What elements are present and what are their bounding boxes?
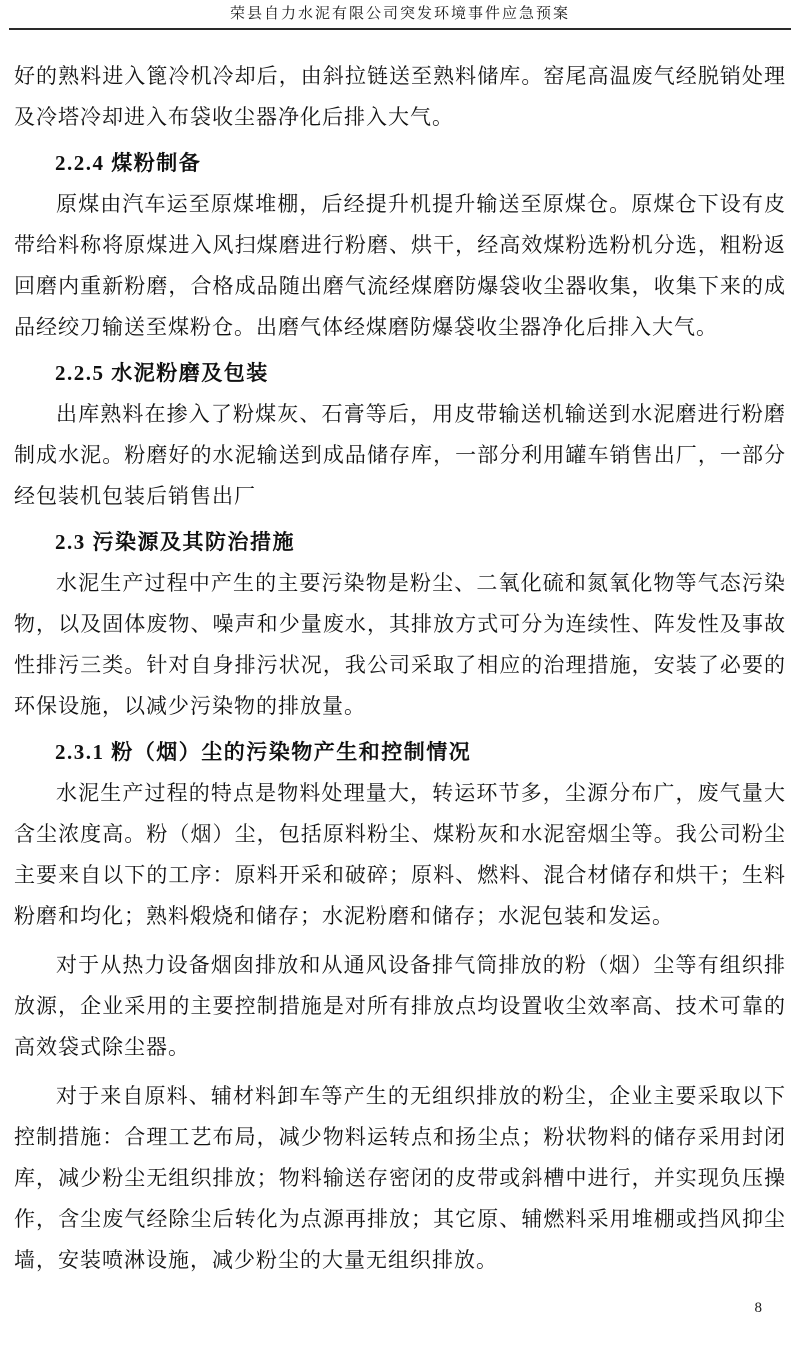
- paragraph: 原煤由汽车运至原煤堆棚，后经提升机提升输送至原煤仓。原煤仓下设有皮带给料称将原煤进入风扫煤磨进行粉磨、烘干，经高效煤粉选粉机分选，粗粉返回磨内重新粉磨，合格成品随出磨气流经煤磨防爆袋收尘器收集，收集下来的成品经绞刀输送至煤粉仓。出磨气体经煤磨防爆袋收尘器净化后排入大气。: [14, 192, 786, 339]
- document-body: [14, 30, 786, 1281]
- paragraph: 水泥生产过程的特点是物料处理量大，转运环节多，尘源分布广，废气量大含尘浓度高。粉（烟）尘，包括原料粉尘、煤粉灰和水泥窑烟尘等。我公司粉尘主要来自以下的工序：原料开采和破碎；原料、燃料、混合材储存和烘干；生料粉磨和均化；熟料煅烧和储存；水泥粉磨和储存；水泥包装和发运。: [14, 781, 786, 928]
- section-heading: 2.3 污染源及其防治措施: [55, 530, 295, 554]
- page-header: [0, 0, 800, 30]
- page-number: 8: [754, 1300, 762, 1316]
- paragraph: 出库熟料在掺入了粉煤灰、石膏等后，用皮带输送机输送到水泥磨进行粉磨制成水泥。粉磨好的水泥输送到成品储存库，一部分利用罐车销售出厂，一部分经包装机包装后销售出厂: [14, 402, 786, 508]
- paragraph: 对于来自原料、辅材料卸车等产生的无组织排放的粉尘，企业主要采取以下控制措施：合理工艺布局，减少物料运转点和扬尘点；粉状物料的储存采用封闭库，减少粉尘无组织排放；物料输送存密闭的皮带或斜槽中进行，并实现负压操作，含尘废气经除尘后转化为点源再排放；其它原、辅燃料采用堆棚或挡风抑尘墙，安装喷淋设施，减少粉尘的大量无组织排放。: [14, 1084, 786, 1272]
- paragraph: 水泥生产过程中产生的主要污染物是粉尘、二氧化硫和氮氧化物等气态污染物，以及固体废物、噪声和少量废水，其排放方式可分为连续性、阵发性及事故性排污三类。针对自身排污状况，我公司采取了相应的治理措施，安装了必要的环保设施，以减少污染物的排放量。: [14, 571, 786, 718]
- paragraph: 好的熟料进入篦冷机冷却后，由斜拉链送至熟料储库。窑尾高温废气经脱销处理及冷塔冷却进入布袋收尘器净化后排入大气。: [14, 64, 786, 129]
- page-footer: [755, 1300, 763, 1317]
- section-heading: 2.3.1 粉（烟）尘的污染物产生和控制情况: [55, 740, 472, 764]
- header-title: 荣县自力水泥有限公司突发环境事件应急预案: [229, 6, 570, 22]
- paragraph: 对于从热力设备烟囱排放和从通风设备排气筒排放的粉（烟）尘等有组织排放源，企业采用的主要控制措施是对所有排放点均设置收尘效率高、技术可靠的高效袋式除尘器。: [14, 953, 786, 1059]
- section-heading: 2.2.5 水泥粉磨及包装: [55, 361, 269, 385]
- section-heading: 2.2.4 煤粉制备: [55, 151, 202, 175]
